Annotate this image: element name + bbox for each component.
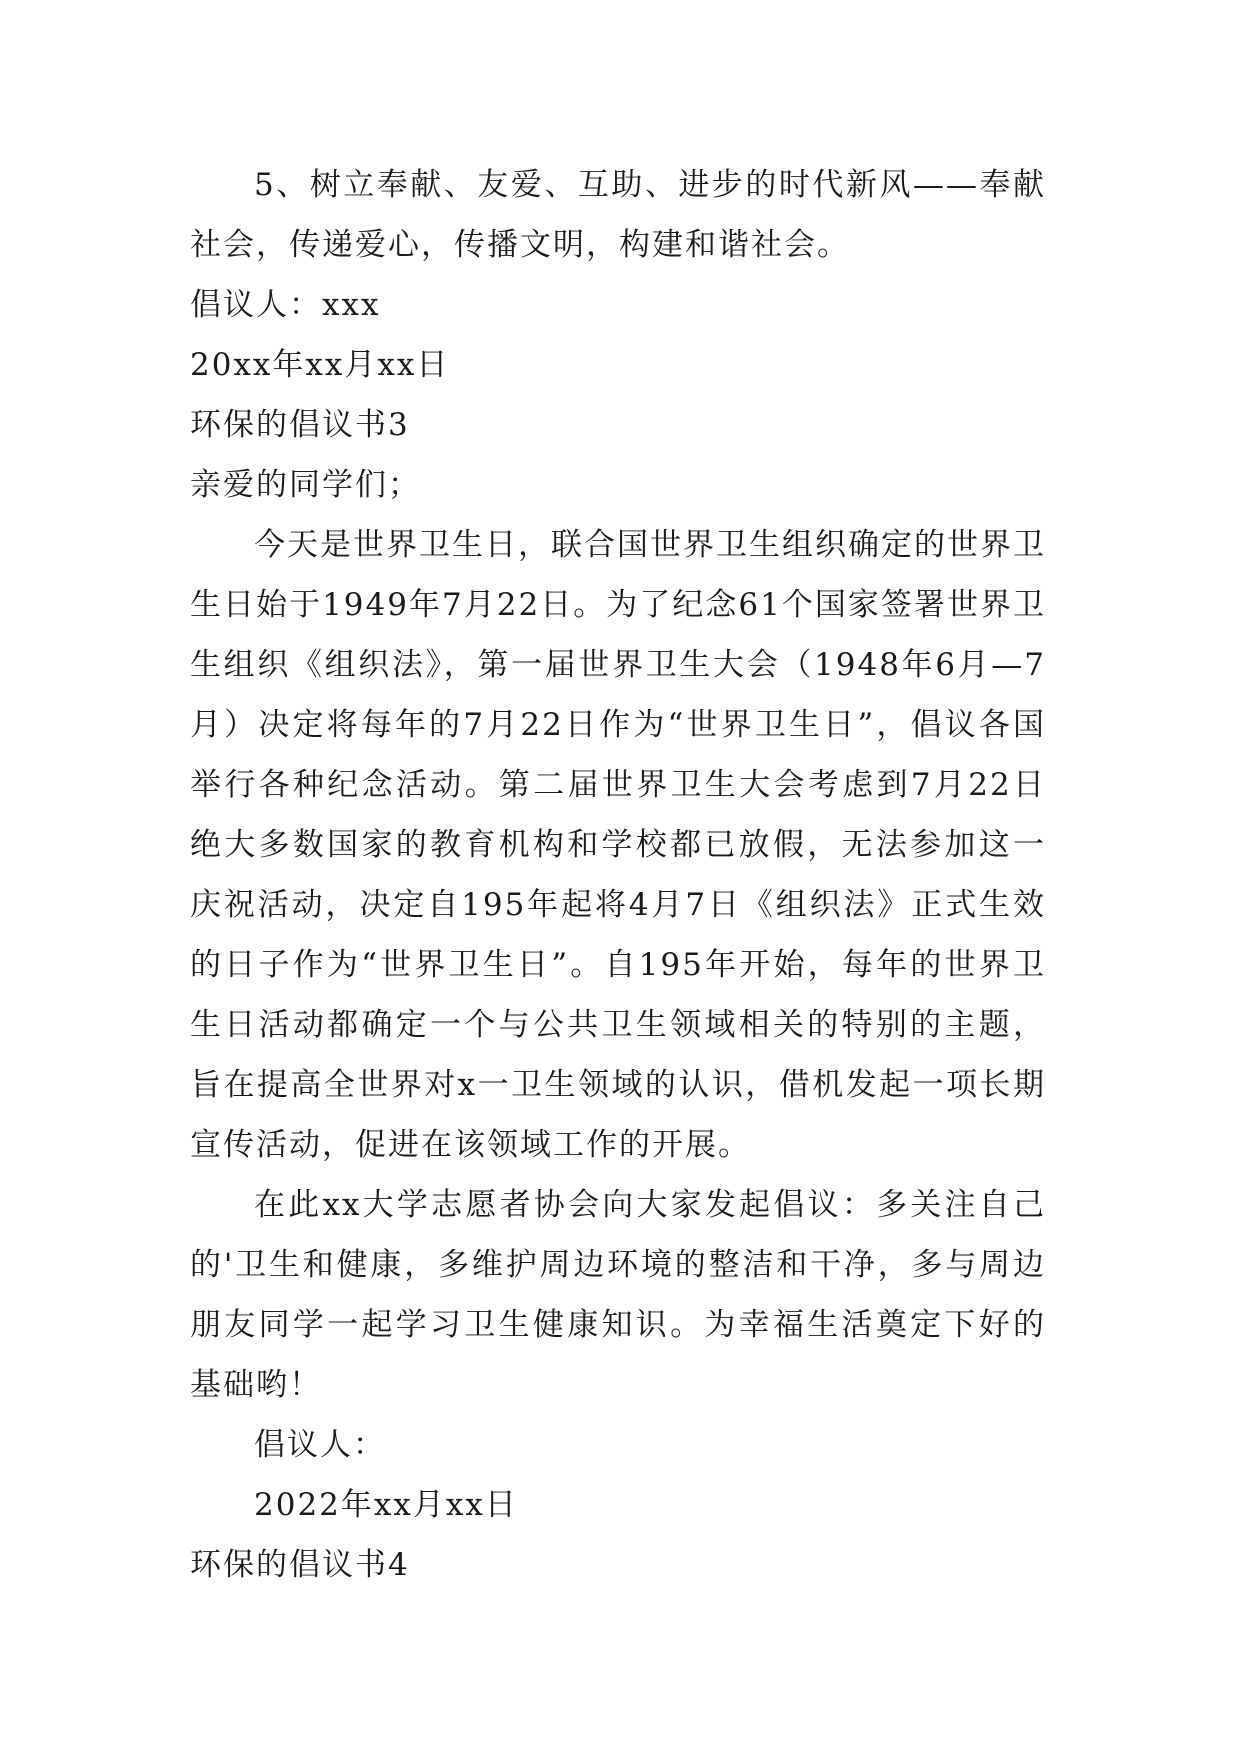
appeal-paragraph: 在此xx大学志愿者协会向大家发起倡议：多关注自己的'卫生和健康，多维护周边环境的整洁和干净，多与周边朋友同学一起学习卫生健康知识。为幸福生活奠定下好的基础哟！ xyxy=(190,1187,1046,1403)
section-heading-4: 环保的倡议书4 xyxy=(190,1547,410,1583)
world-health-day-paragraph: 今天是世界卫生日，联合国世界卫生组织确定的世界卫生日始于1949年7月22日。为了纪念61个国家签署世界卫生组织《组织法》，第一届世界卫生大会（1948年6月—7月）决定将每年的7月22日作为“世界卫生日”，倡议各国举行各种纪念活动。第二届世界卫生大会考虑到7月22日绝大多数国家的教育机构和学校都已放假，无法参加这一庆祝活动，决定自195年起将4月7日《组织法》正式生效的日子作为“世界卫生日”。自195年开始，每年的世界卫生日活动都确定一个与公共卫生领域相关的特别的主题，旨在提高全世界对x一卫生领域的认识，借机发起一项长期宣传活动，促进在该领域工作的开展。 xyxy=(190,527,1046,1163)
date-line: 20xx年xx月xx日 xyxy=(190,347,450,383)
proposer-line: 倡议人：xxx xyxy=(190,287,381,323)
signature-date: 2022年xx月xx日 xyxy=(254,1487,518,1523)
document-body xyxy=(190,155,1046,1595)
point-5-paragraph: 5、树立奉献、友爱、互助、进步的时代新风——奉献社会，传递爱心，传播文明，构建和谐社会。 xyxy=(190,167,1046,263)
salutation: 亲爱的同学们； xyxy=(190,467,421,503)
section-heading-3: 环保的倡议书3 xyxy=(190,407,410,443)
proposer-signature: 倡议人： xyxy=(254,1427,386,1463)
